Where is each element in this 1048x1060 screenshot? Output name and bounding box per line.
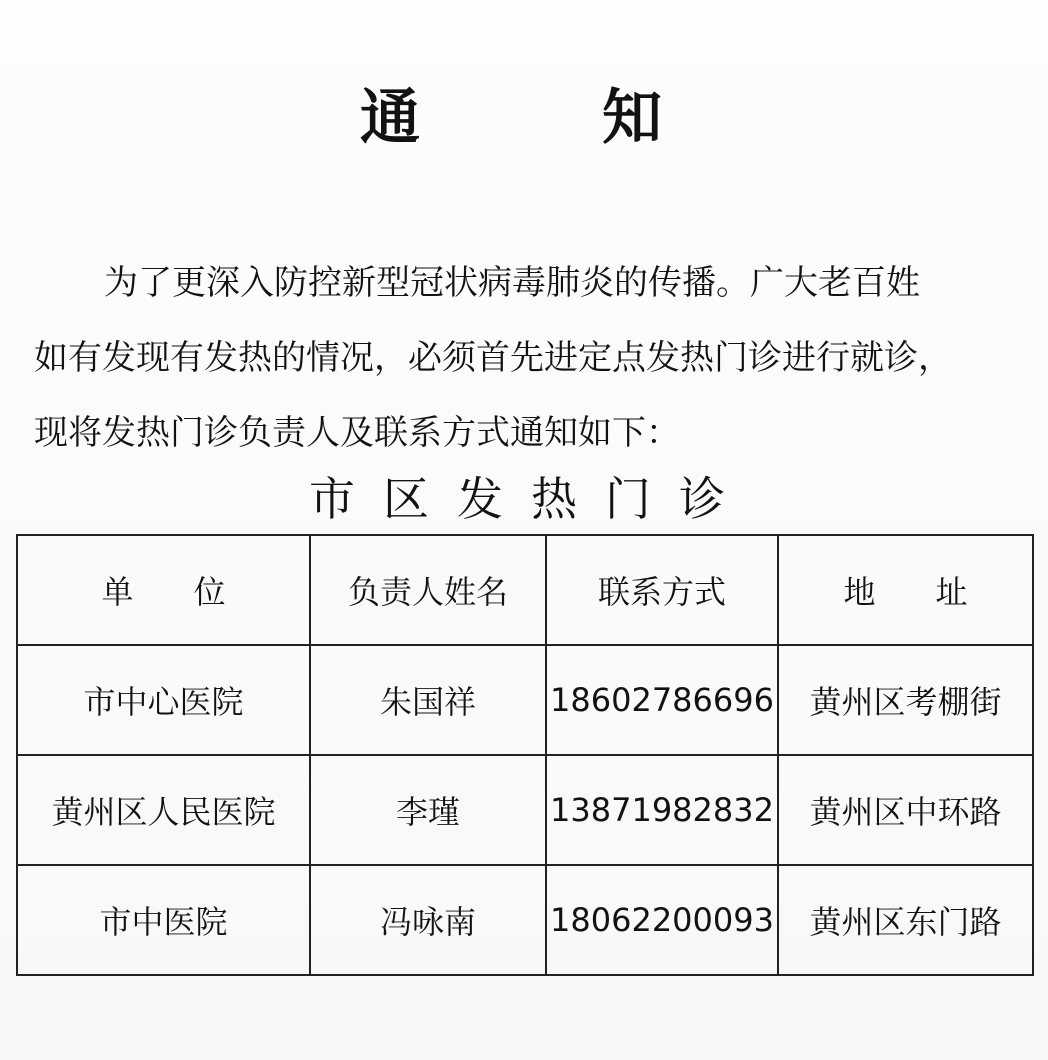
cell-address: 黄州区考棚街: [778, 645, 1033, 755]
notice-title-char-1: 通: [360, 83, 420, 153]
table-title: 市区发热门诊: [309, 472, 753, 526]
cell-person: 李瑾: [310, 755, 546, 865]
notice-title: [0, 78, 1048, 158]
cell-phone: 13871982832: [546, 755, 778, 865]
cell-phone: 18062200093: [546, 865, 778, 975]
notice-title-char-2: 知: [602, 83, 662, 153]
table-row: [17, 755, 1033, 865]
fever-clinic-table: [16, 534, 1034, 976]
paragraph-line-3: 现将发热门诊负责人及联系方式通知如下：: [34, 413, 680, 453]
cell-unit: 黄州区人民医院: [17, 755, 310, 865]
paragraph-line-2: 如有发现有发热的情况，必须首先进定点发热门诊进行就诊，: [34, 338, 952, 378]
cell-unit: 市中心医院: [17, 645, 310, 755]
notice-paragraph: [34, 246, 1024, 471]
table-row: [17, 645, 1033, 755]
header-unit: 单位: [17, 535, 310, 645]
header-contact: 联系方式: [546, 535, 778, 645]
header-person: 负责人姓名: [310, 535, 546, 645]
paragraph-line-1: 为了更深入防控新型冠状病毒肺炎的传播。广大老百姓: [104, 263, 920, 303]
cell-unit: 市中医院: [17, 865, 310, 975]
cell-address: 黄州区中环路: [778, 755, 1033, 865]
cell-person: 朱国祥: [310, 645, 546, 755]
table-row: [17, 865, 1033, 975]
cell-person: 冯咏南: [310, 865, 546, 975]
table-header-row: [17, 535, 1033, 645]
cell-address: 黄州区东门路: [778, 865, 1033, 975]
header-address: 地址: [778, 535, 1033, 645]
cell-phone: 18602786696: [546, 645, 778, 755]
